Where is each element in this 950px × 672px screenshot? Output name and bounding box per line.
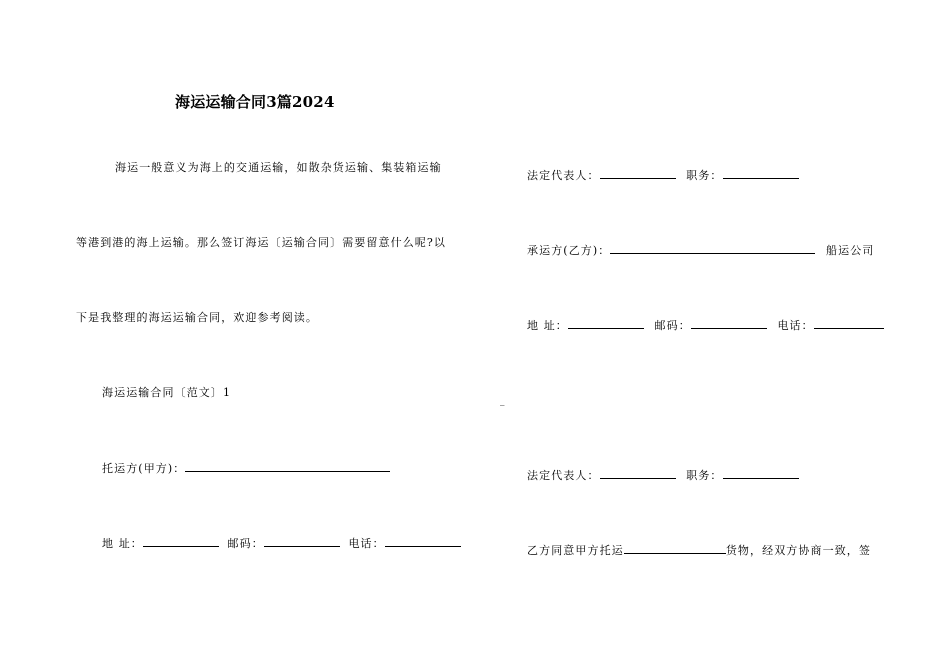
address-blank[interactable] bbox=[143, 536, 219, 547]
position-blank-2[interactable] bbox=[723, 468, 799, 479]
legal-rep-line-2 bbox=[527, 468, 799, 483]
goods-blank[interactable] bbox=[624, 543, 726, 554]
document-title: 海运运输合同3篇2024 bbox=[175, 93, 335, 111]
consignor-line bbox=[102, 461, 390, 476]
carrier-suffix: 船运公司 bbox=[826, 244, 875, 257]
carrier-phone-blank[interactable] bbox=[814, 318, 884, 329]
legal-rep-label: 法定代表人： bbox=[527, 169, 600, 182]
carrier-blank[interactable] bbox=[610, 243, 815, 254]
legal-rep-label-2: 法定代表人： bbox=[527, 469, 600, 482]
carrier-phone-label: 电话： bbox=[777, 319, 814, 332]
carrier-address-label: 地 址： bbox=[527, 319, 568, 332]
agreement-line bbox=[527, 543, 871, 558]
position-blank[interactable] bbox=[723, 168, 799, 179]
legal-rep-blank[interactable] bbox=[600, 168, 676, 179]
carrier-address-line bbox=[527, 318, 884, 333]
intro-paragraph-line-1: 海运一般意义为海上的交通运输，如散杂货运输、集装箱运输 bbox=[115, 161, 442, 174]
carrier-address-blank[interactable] bbox=[568, 318, 644, 329]
consignor-blank[interactable] bbox=[185, 461, 390, 472]
consignor-label: 托运方(甲方)： bbox=[102, 462, 186, 475]
section-heading: 海运运输合同〔范文〕1 bbox=[102, 386, 232, 399]
agreement-suffix: 货物，经双方协商一致，签 bbox=[725, 544, 872, 557]
carrier-postcode-label: 邮码： bbox=[654, 319, 691, 332]
intro-paragraph-line-2: 等港到港的海上运输。那么签订海运〔运输合同〕需要留意什么呢?以 bbox=[76, 236, 446, 249]
carrier-line bbox=[527, 243, 874, 258]
postcode-blank[interactable] bbox=[264, 536, 340, 547]
legal-rep-blank-2[interactable] bbox=[600, 468, 676, 479]
consignor-address-line bbox=[102, 536, 461, 551]
postcode-label: 邮码： bbox=[227, 537, 264, 550]
legal-rep-line-1 bbox=[527, 168, 799, 183]
address-label: 地 址： bbox=[102, 537, 143, 550]
carrier-label: 承运方(乙方)： bbox=[527, 244, 611, 257]
page-mark: _ bbox=[500, 396, 505, 406]
carrier-postcode-blank[interactable] bbox=[691, 318, 767, 329]
position-label-2: 职务： bbox=[686, 469, 723, 482]
agreement-prefix: 乙方同意甲方托运 bbox=[527, 544, 624, 557]
position-label: 职务： bbox=[686, 169, 723, 182]
intro-paragraph-line-3: 下是我整理的海运运输合同，欢迎参考阅读。 bbox=[76, 311, 318, 324]
phone-label: 电话： bbox=[348, 537, 385, 550]
phone-blank[interactable] bbox=[385, 536, 461, 547]
